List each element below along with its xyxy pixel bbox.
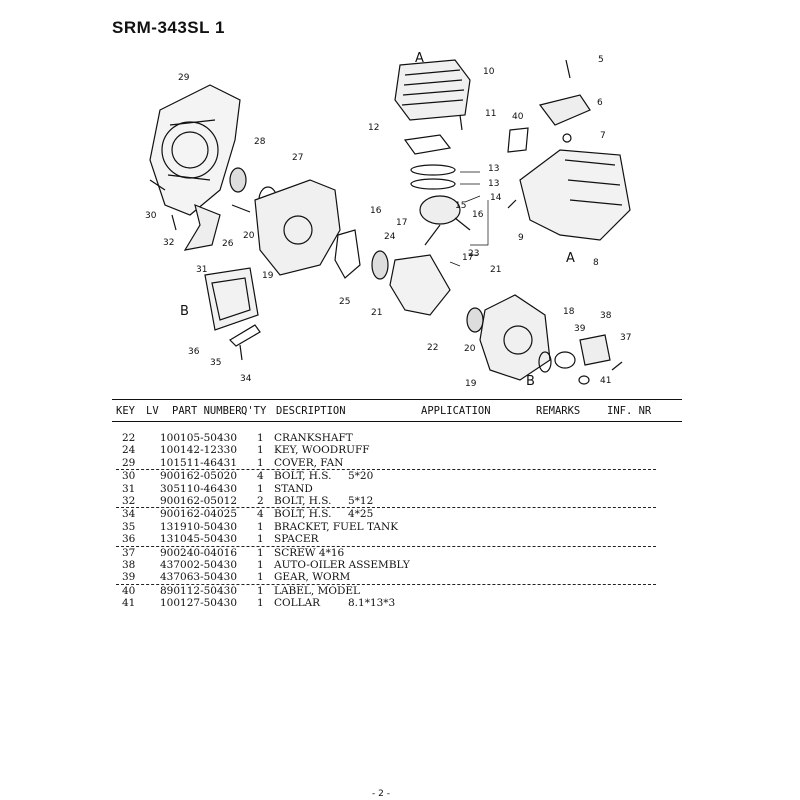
page-number: - 2 - bbox=[372, 789, 390, 799]
callout-12: 12 bbox=[368, 123, 380, 133]
callout-31: 31 bbox=[196, 265, 208, 275]
cell-part-number: 131910-50430 bbox=[160, 520, 238, 533]
callout-41: 41 bbox=[600, 376, 612, 386]
table-row bbox=[116, 521, 656, 533]
table-row bbox=[116, 444, 656, 456]
cell-part-number: 100127-50430 bbox=[160, 597, 238, 610]
cell-description: GEAR, WORM bbox=[274, 571, 351, 584]
callout-A: A bbox=[566, 251, 575, 266]
cell-application: 5*12 bbox=[348, 494, 374, 507]
callout-19: 19 bbox=[262, 271, 274, 281]
table-row bbox=[116, 597, 656, 609]
cell-qty: 1 bbox=[257, 432, 264, 444]
table-row bbox=[116, 470, 656, 482]
cell-key: 36 bbox=[122, 533, 136, 546]
cell-description: KEY, WOODRUFF bbox=[274, 444, 370, 457]
callout-37: 37 bbox=[620, 333, 632, 343]
cell-description: COLLAR bbox=[274, 597, 321, 610]
cell-description: CRANKSHAFT bbox=[274, 432, 353, 444]
cell-part-number: 900240-04016 bbox=[160, 546, 238, 559]
cell-key: 31 bbox=[122, 482, 136, 495]
cell-key: 37 bbox=[122, 546, 136, 559]
table-header-rule bbox=[112, 421, 682, 422]
callout-16: 16 bbox=[370, 206, 382, 216]
cell-part-number: 437002-50430 bbox=[160, 558, 238, 571]
callout-20: 20 bbox=[464, 344, 476, 354]
callout-39: 39 bbox=[574, 324, 586, 334]
cell-application: 8.1*13*3 bbox=[348, 597, 396, 610]
cell-key: 22 bbox=[122, 432, 136, 444]
callout-34: 34 bbox=[240, 374, 252, 384]
cell-key: 41 bbox=[122, 597, 136, 610]
callout-35: 35 bbox=[210, 358, 222, 368]
header-part-number: PART NUMBER bbox=[172, 405, 242, 417]
cell-part-number: 900162-04025 bbox=[160, 508, 238, 521]
cell-part-number: 100105-50430 bbox=[160, 432, 238, 444]
callout-29: 29 bbox=[178, 73, 190, 83]
table-row bbox=[116, 432, 656, 444]
callout-7: 7 bbox=[600, 131, 606, 141]
callout-28: 28 bbox=[254, 137, 266, 147]
cell-part-number: 100142-12330 bbox=[160, 444, 238, 457]
callout-B: B bbox=[526, 374, 535, 389]
callout-22: 22 bbox=[427, 343, 439, 353]
header-inf: INF. NR bbox=[607, 405, 652, 417]
cell-key: 29 bbox=[122, 456, 136, 469]
cell-part-number: 900162-05012 bbox=[160, 494, 238, 507]
exploded-parts-diagram bbox=[0, 40, 800, 400]
cell-key: 35 bbox=[122, 520, 136, 533]
cell-key: 24 bbox=[122, 444, 136, 457]
cell-part-number: 101511-46431 bbox=[160, 456, 238, 469]
callout-17: 17 bbox=[462, 253, 474, 263]
header-application: APPLICATION bbox=[421, 405, 491, 417]
fan-cover-shape bbox=[150, 85, 240, 215]
callout-26: 26 bbox=[222, 239, 234, 249]
callout-38: 38 bbox=[600, 311, 612, 321]
cell-key: 34 bbox=[122, 508, 136, 521]
cell-qty: 4 bbox=[257, 470, 264, 483]
cell-qty: 1 bbox=[257, 558, 264, 571]
table-row bbox=[116, 559, 656, 571]
cell-description: AUTO-OILER ASSEMBLY bbox=[274, 558, 410, 571]
callout-36: 36 bbox=[188, 347, 200, 357]
page-title: SRM-343SL 1 bbox=[112, 18, 225, 37]
cell-qty: 1 bbox=[257, 533, 264, 546]
table-header bbox=[116, 405, 676, 419]
cell-part-number: 437063-50430 bbox=[160, 571, 238, 584]
cell-qty: 2 bbox=[257, 494, 264, 507]
callout-20: 20 bbox=[243, 231, 255, 241]
callout-24: 24 bbox=[384, 232, 396, 242]
cell-key: 38 bbox=[122, 558, 136, 571]
cell-application: 5*20 bbox=[348, 470, 374, 483]
callout-13: 13 bbox=[488, 164, 500, 174]
header-lv: LV bbox=[146, 405, 159, 417]
callout-21: 21 bbox=[371, 308, 383, 318]
table-row bbox=[116, 457, 656, 470]
callout-5: 5 bbox=[598, 55, 604, 65]
shroud-shape bbox=[520, 150, 630, 240]
callout-32: 32 bbox=[163, 238, 175, 248]
callout-25: 25 bbox=[339, 297, 351, 307]
callout-30: 30 bbox=[145, 211, 157, 221]
cell-description: BOLT, H.S. bbox=[274, 470, 332, 483]
cell-description: SCREW 4*16 bbox=[274, 546, 345, 559]
callout-11: 11 bbox=[485, 109, 497, 119]
callout-18: 18 bbox=[563, 307, 575, 317]
cell-key: 30 bbox=[122, 470, 136, 483]
table-row bbox=[116, 483, 656, 495]
table-row bbox=[116, 547, 656, 559]
cell-description: SPACER bbox=[274, 533, 319, 546]
cell-part-number: 900162-05020 bbox=[160, 470, 238, 483]
callout-A: A bbox=[415, 51, 424, 66]
table-top-rule bbox=[112, 399, 682, 400]
cell-description: STAND bbox=[274, 482, 313, 495]
parts-table bbox=[116, 432, 656, 609]
cell-qty: 1 bbox=[257, 482, 264, 495]
callout-B: B bbox=[180, 304, 189, 319]
callout-16: 16 bbox=[472, 210, 484, 220]
table-row bbox=[116, 495, 656, 508]
cell-description: COVER, FAN bbox=[274, 456, 344, 469]
cell-qty: 1 bbox=[257, 520, 264, 533]
callout-8: 8 bbox=[593, 258, 599, 268]
cell-description: BRACKET, FUEL TANK bbox=[274, 520, 399, 533]
callout-6: 6 bbox=[597, 98, 603, 108]
cell-key: 32 bbox=[122, 494, 136, 507]
header-key: KEY bbox=[116, 405, 135, 417]
callout-17: 17 bbox=[396, 218, 408, 228]
callout-13: 13 bbox=[488, 179, 500, 189]
cell-qty: 1 bbox=[257, 444, 264, 457]
cell-description: LABEL, MODEL bbox=[274, 584, 360, 597]
header-remarks: REMARKS bbox=[536, 405, 581, 417]
cell-qty: 1 bbox=[257, 584, 264, 597]
callout-14: 14 bbox=[490, 193, 502, 203]
callout-19: 19 bbox=[465, 379, 477, 389]
cell-qty: 1 bbox=[257, 571, 264, 584]
callout-10: 10 bbox=[483, 67, 495, 77]
callout-40: 40 bbox=[512, 112, 524, 122]
crankcase-left-shape bbox=[255, 180, 340, 275]
cell-qty: 4 bbox=[257, 508, 264, 521]
cell-key: 40 bbox=[122, 584, 136, 597]
table-row bbox=[116, 533, 656, 546]
callout-9: 9 bbox=[518, 233, 524, 243]
table-row bbox=[116, 571, 656, 584]
header-qty: Q'TY bbox=[241, 405, 267, 417]
callout-21: 21 bbox=[490, 265, 502, 275]
header-description: DESCRIPTION bbox=[276, 405, 346, 417]
callout-23: 23 bbox=[468, 249, 480, 259]
cell-description: BOLT, H.S. bbox=[274, 494, 332, 507]
cell-key: 39 bbox=[122, 571, 136, 584]
cell-qty: 1 bbox=[257, 456, 264, 469]
cell-description: BOLT, H.S. bbox=[274, 508, 332, 521]
table-row bbox=[116, 585, 656, 597]
crankshaft-shape bbox=[390, 255, 450, 315]
cell-qty: 1 bbox=[257, 597, 264, 610]
table-row bbox=[116, 508, 656, 520]
cell-part-number: 131045-50430 bbox=[160, 533, 238, 546]
callout-27: 27 bbox=[292, 153, 304, 163]
cell-application: 4*25 bbox=[348, 508, 374, 521]
cell-part-number: 890112-50430 bbox=[160, 584, 238, 597]
callout-15: 15 bbox=[455, 201, 467, 211]
cell-part-number: 305110-46430 bbox=[160, 482, 238, 495]
cell-qty: 1 bbox=[257, 546, 264, 559]
